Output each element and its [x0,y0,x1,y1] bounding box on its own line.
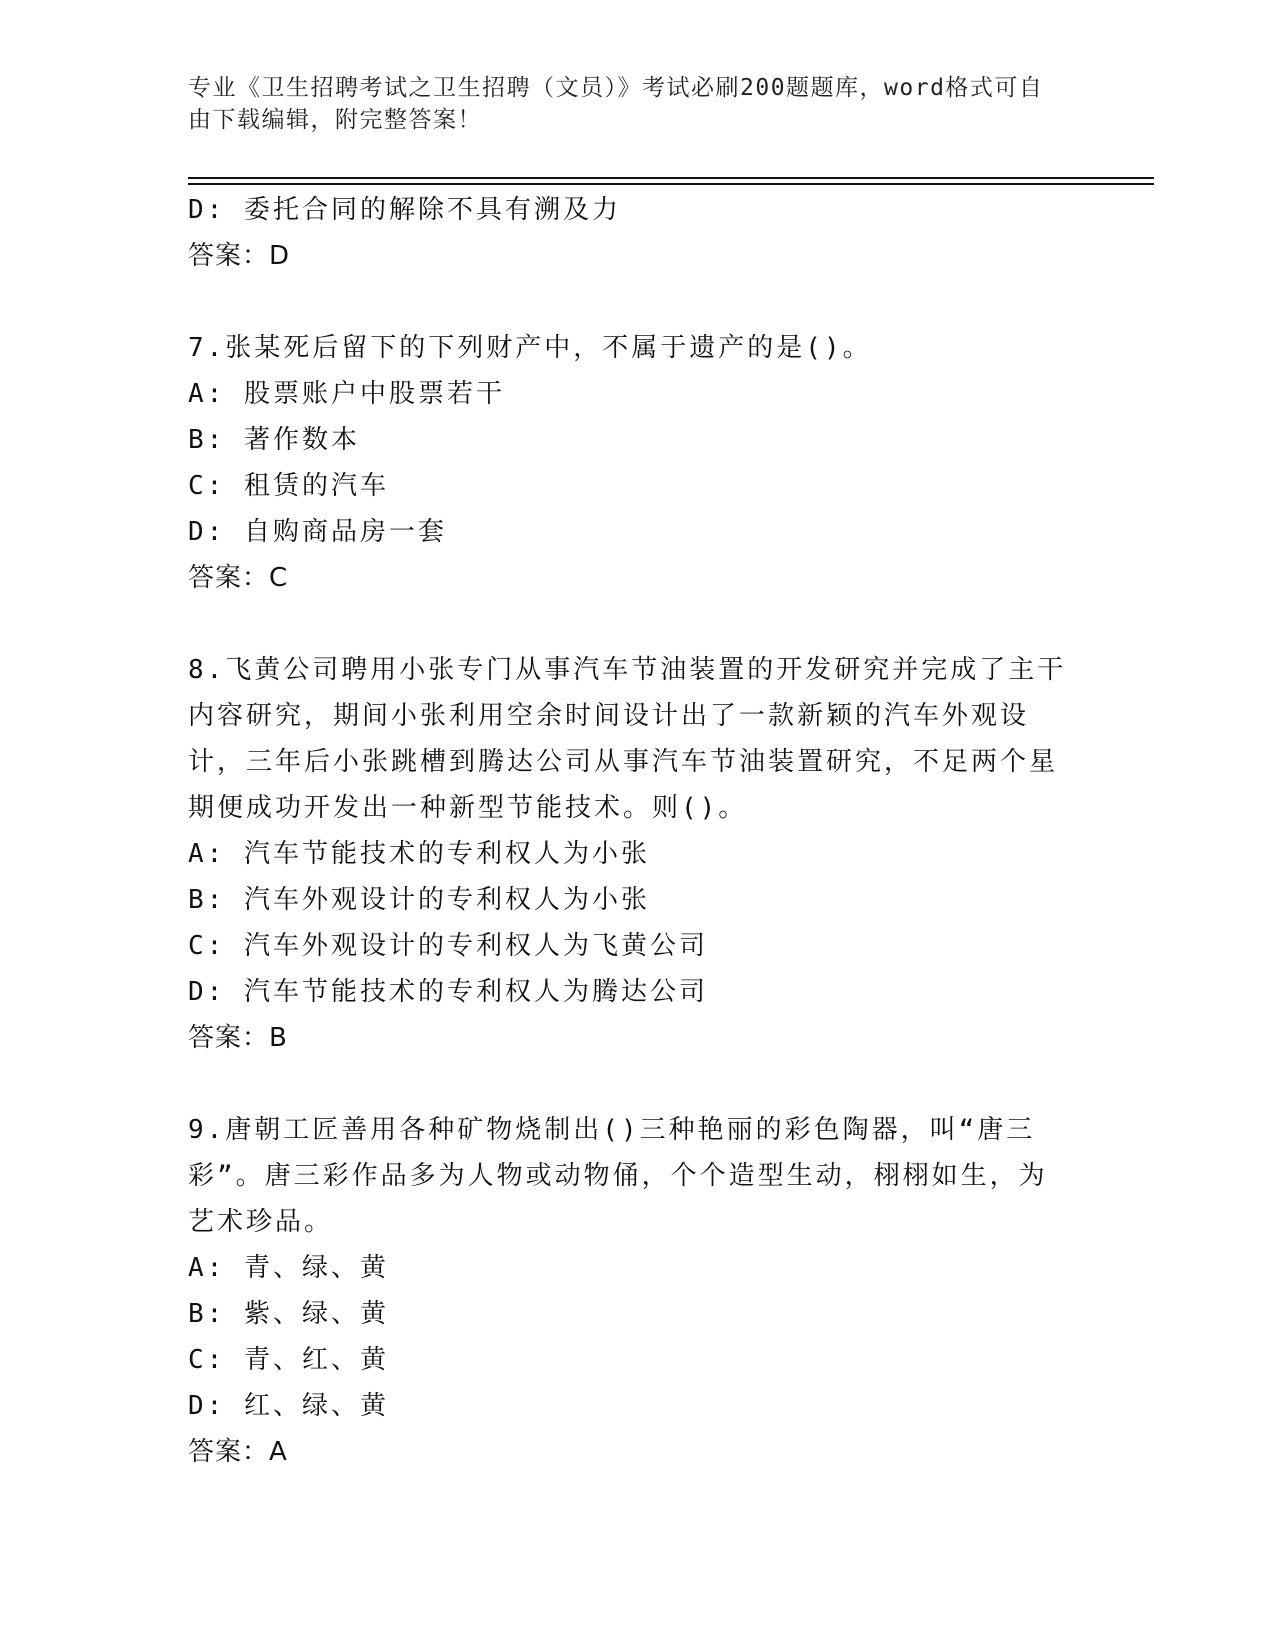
question-8 [188,647,1068,1061]
option-d: D: 自购商品房一套 [188,517,447,547]
option-c: C: 汽车外观设计的专利权人为飞黄公司 [188,931,708,961]
option-d: D: 汽车节能技术的专利权人为腾达公司 [188,977,708,1007]
document-header [188,72,1068,136]
option-b: B: 著作数本 [188,425,360,455]
answer-line: 答案：C [188,563,289,593]
question-9 [188,1107,1068,1475]
option-b: B: 汽车外观设计的专利权人为小张 [188,885,650,915]
option-b: B: 紫、绿、黄 [188,1299,389,1329]
question-stem: 7.张某死后留下的下列财产中，不属于遗产的是()。 [188,333,872,363]
header-line-1: 专业《卫生招聘考试之卫生招聘（文员）》考试必刷200题题库，word格式可自 [188,75,1044,101]
option-c: C: 租赁的汽车 [188,471,389,501]
answer-line: 答案：D [188,241,291,271]
question-stem: 9.唐朝工匠善用各种矿物烧制出()三种艳丽的彩色陶器，叫“唐三彩”。唐三彩作品多为人物或动物俑，个个造型生动，栩栩如生，为艺术珍品。 [188,1115,1048,1237]
header-line-2: 由下载编辑，附完整答案！ [188,107,482,133]
answer-line: 答案：B [188,1023,288,1053]
option-a: A: 股票账户中股票若干 [188,379,505,409]
header-divider-bottom [188,183,1154,185]
option-c: C: 青、红、黄 [188,1345,389,1375]
answer-line: 答案：A [188,1437,288,1467]
page-content [188,187,1068,1475]
option-d: D: 红、绿、黄 [188,1391,389,1421]
option-a: A: 汽车节能技术的专利权人为小张 [188,839,650,869]
option-a: A: 青、绿、黄 [188,1253,389,1283]
header-divider-top [188,177,1154,179]
previous-question-tail [188,187,1068,279]
question-7 [188,325,1068,601]
question-stem: 8.飞黄公司聘用小张专门从事汽车节油装置的开发研究并完成了主干内容研究，期间小张利用空余时间设计出了一款新颖的汽车外观设计，三年后小张跳槽到腾达公司从事汽车节油装置研究，不足两个星期便成功开发出一种新型节能技术。则()。 [188,655,1067,823]
option-d: D: 委托合同的解除不具有溯及力 [188,195,621,225]
